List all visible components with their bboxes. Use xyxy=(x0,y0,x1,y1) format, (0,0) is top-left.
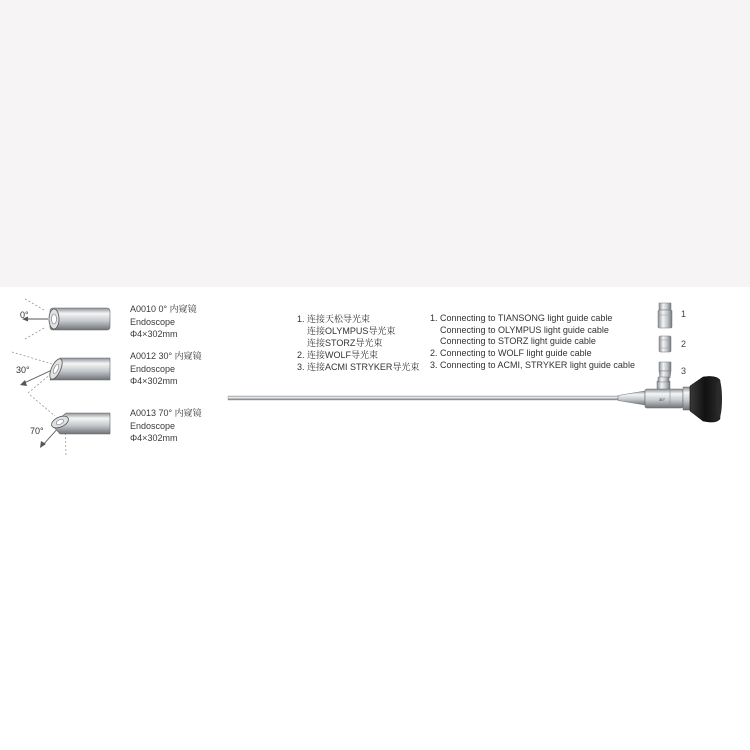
scope-label-a0012 xyxy=(130,350,202,388)
scope-type: Endoscope xyxy=(130,316,176,327)
connection-cn-item: 连接OLYMPUS导光束 xyxy=(307,326,396,336)
connection-en-item: Connecting to OLYMPUS light guide cable xyxy=(440,324,609,335)
adapter-1-icon xyxy=(658,303,672,328)
svg-text:30°: 30° xyxy=(659,397,666,402)
adapter-2-icon xyxy=(659,336,671,352)
angle-label-70: 70° xyxy=(30,426,44,436)
scope-code-title: A0010 0° 内窥镜 xyxy=(130,304,197,314)
connection-cn-item: 连接STORZ导光束 xyxy=(307,338,383,348)
endoscope-icon xyxy=(228,376,722,422)
scope-size: Φ4×302mm xyxy=(130,329,178,339)
connections-en-list xyxy=(430,313,635,372)
scope-label-a0013 xyxy=(130,407,202,445)
adapter-3-icon xyxy=(659,362,671,378)
scope-size: Φ4×302mm xyxy=(130,433,178,443)
connection-cn-item: 3. 连接ACMI STRYKER导光束 xyxy=(297,362,420,372)
angle-label-0: 0° xyxy=(20,310,29,320)
connection-en-item: 1. Connecting to TIANSONG light guide cable xyxy=(430,313,613,323)
connection-en-item: 2. Connecting to WOLF light guide cable xyxy=(430,348,592,359)
connection-cn-item: 1. 连接天松导光束 xyxy=(297,314,371,324)
adapter-number-3: 3 xyxy=(681,366,687,376)
scope-size: Φ4×302mm xyxy=(130,376,178,386)
connections-cn-list xyxy=(297,313,419,373)
connection-en-item: 3. Connecting to ACMI, STRYKER light guide cable xyxy=(430,359,635,370)
scope-type: Endoscope xyxy=(130,363,176,374)
connection-en-item: Connecting to STORZ light guide cable xyxy=(440,336,596,347)
connection-cn-item: 2. 连接WOLF导光束 xyxy=(297,350,379,360)
scope-code-title: A0013 70° 内窥镜 xyxy=(130,408,202,418)
adapter-number-2: 2 xyxy=(681,339,687,349)
scope-code-title: A0012 30° 内窥镜 xyxy=(130,351,202,361)
angle-label-30: 30° xyxy=(16,365,30,375)
scope-type: Endoscope xyxy=(130,420,176,431)
adapter-number-1: 1 xyxy=(681,309,687,319)
scope-tip-0-icon xyxy=(22,299,110,339)
scope-label-a0010 xyxy=(130,303,197,341)
scope-tip-70-icon xyxy=(30,395,110,455)
